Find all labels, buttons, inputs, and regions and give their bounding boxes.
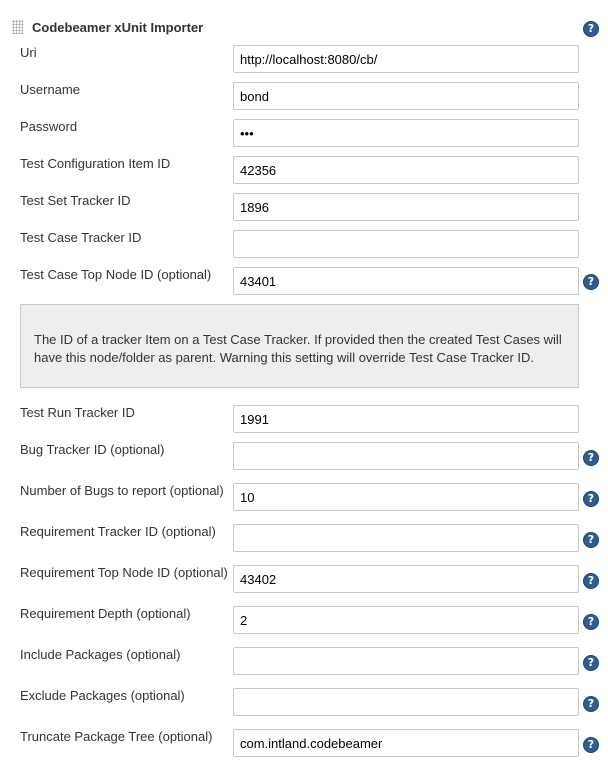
username-input[interactable] [233, 82, 579, 110]
number-of-bugs-input[interactable] [233, 483, 579, 511]
username-label: Username [20, 82, 80, 97]
test-case-top-node-id-input[interactable] [233, 267, 579, 295]
exclude-packages-label: Exclude Packages (optional) [20, 688, 185, 703]
bug-tracker-id-help-icon[interactable]: ? [583, 450, 599, 466]
uri-input[interactable] [233, 45, 579, 73]
truncate-package-tree-help-icon[interactable]: ? [583, 737, 599, 753]
password-label: Password [20, 119, 78, 134]
requirement-top-node-id-input[interactable] [233, 565, 579, 593]
bug-tracker-id-input[interactable] [233, 442, 579, 470]
password-input[interactable] [233, 119, 579, 147]
test-set-tracker-id-input[interactable] [233, 193, 579, 221]
include-packages-label: Include Packages (optional) [20, 647, 181, 662]
test-configuration-item-id-input[interactable] [233, 156, 579, 184]
number-of-bugs-help-icon[interactable]: ? [583, 491, 599, 507]
requirement-tracker-id-label: Requirement Tracker ID (optional) [20, 524, 216, 539]
requirement-depth-help-icon[interactable]: ? [583, 614, 599, 630]
include-packages-help-icon[interactable]: ? [583, 655, 599, 671]
truncate-package-tree-label: Truncate Package Tree (optional) [20, 729, 213, 744]
test-case-top-node-id-help-icon[interactable]: ? [583, 274, 599, 290]
test-case-tracker-id-label: Test Case Tracker ID [20, 230, 142, 245]
test-case-top-node-id-label: Test Case Top Node ID (optional) [20, 267, 212, 282]
requirement-tracker-id-help-icon[interactable]: ? [583, 532, 599, 548]
exclude-packages-input[interactable] [233, 688, 579, 716]
test-configuration-item-id-label: Test Configuration Item ID [20, 156, 171, 171]
help-text-box: The ID of a tracker Item on a Test Case Tracker. If provided then the created Test Cases will have this node/folder as parent. Warning this setting will override Test Case Tracker ID. [20, 304, 579, 388]
section-help-icon[interactable]: ? [583, 21, 599, 37]
drag-handle-icon[interactable] [12, 20, 23, 34]
requirement-depth-label: Requirement Depth (optional) [20, 606, 191, 621]
requirement-top-node-id-help-icon[interactable]: ? [583, 573, 599, 589]
exclude-packages-help-icon[interactable]: ? [583, 696, 599, 712]
requirement-tracker-id-input[interactable] [233, 524, 579, 552]
truncate-package-tree-input[interactable] [233, 729, 579, 757]
test-run-tracker-id-input[interactable] [233, 405, 579, 433]
number-of-bugs-label: Number of Bugs to report (optional) [20, 483, 224, 498]
section-title: Codebeamer xUnit Importer [32, 20, 204, 35]
test-set-tracker-id-label: Test Set Tracker ID [20, 193, 131, 208]
requirement-top-node-id-label: Requirement Top Node ID (optional) [20, 565, 228, 580]
uri-label: Uri [20, 45, 37, 60]
requirement-depth-input[interactable] [233, 606, 579, 634]
test-run-tracker-id-label: Test Run Tracker ID [20, 405, 135, 420]
bug-tracker-id-label: Bug Tracker ID (optional) [20, 442, 165, 457]
include-packages-input[interactable] [233, 647, 579, 675]
test-case-tracker-id-input[interactable] [233, 230, 579, 258]
